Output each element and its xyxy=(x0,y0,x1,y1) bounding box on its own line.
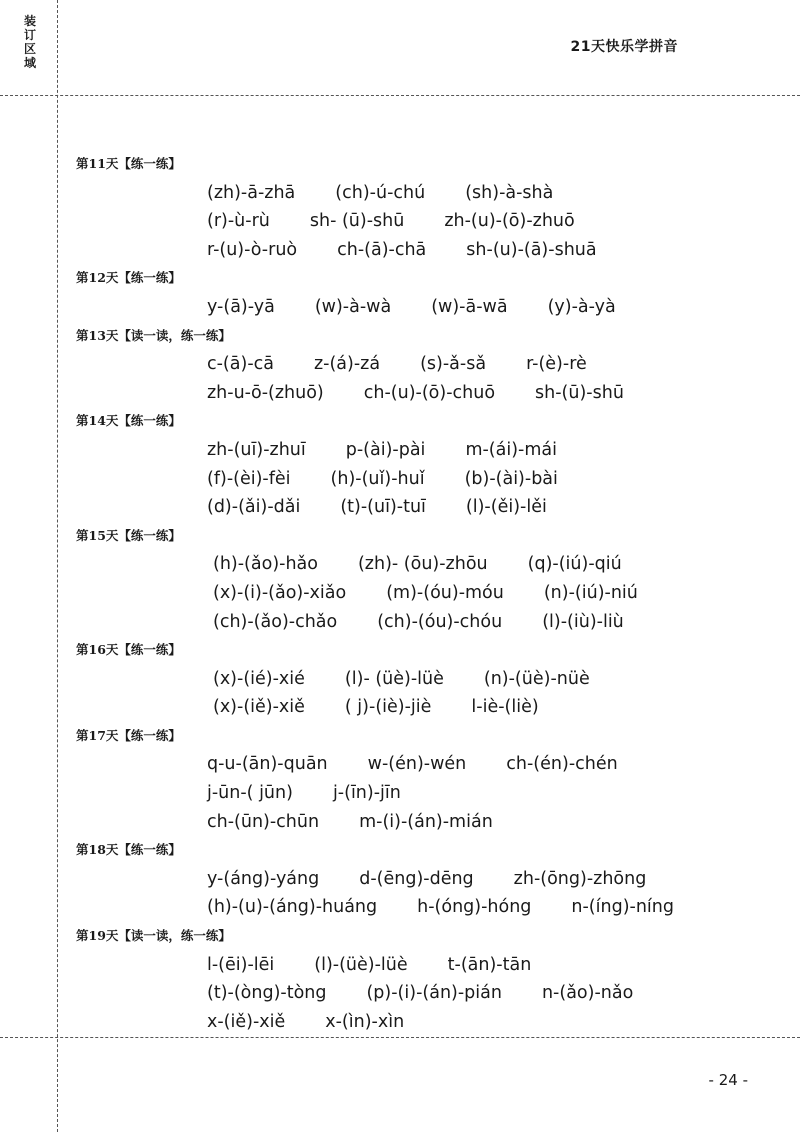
exercise-line xyxy=(76,865,776,894)
pinyin-exercise: (d)-(ǎi)-dǎi xyxy=(207,497,301,518)
exercise-line xyxy=(76,665,776,694)
pinyin-exercise: w-(én)-wén xyxy=(367,754,467,775)
exercise-line xyxy=(76,493,776,522)
exercise-line xyxy=(76,779,776,808)
pinyin-exercise: (ch)-ú-chú xyxy=(335,182,426,203)
exercise-line xyxy=(76,951,776,980)
pinyin-exercise: (ch)-(óu)-chóu xyxy=(377,611,503,632)
exercise-line xyxy=(76,293,776,322)
pinyin-exercise: n-(íng)-níng xyxy=(571,897,674,918)
day-heading: 第14天【练一练】 xyxy=(76,413,181,429)
exercise-line xyxy=(76,465,776,494)
pinyin-exercise: (x)-(iě)-xiě xyxy=(213,697,305,718)
exercise-line xyxy=(76,550,776,579)
binding-margin-line xyxy=(57,0,58,1132)
pinyin-exercise: p-(ài)-pài xyxy=(345,439,426,460)
exercise-line xyxy=(76,350,776,379)
pinyin-exercise: ( j)-(iè)-jiè xyxy=(344,697,432,718)
pinyin-exercise: x-(ìn)-xìn xyxy=(325,1011,405,1032)
pinyin-exercise: (ch)-(ǎo)-chǎo xyxy=(213,611,338,632)
exercise-line xyxy=(76,379,776,408)
header-divider xyxy=(0,95,800,96)
pinyin-exercise: (h)-(u)-(áng)-huáng xyxy=(207,897,378,918)
exercise-line xyxy=(76,436,776,465)
pinyin-exercise: n-(ǎo)-nǎo xyxy=(541,983,634,1004)
book-title: 21天快乐学拼音 xyxy=(570,39,678,55)
pinyin-exercise: (m)-(óu)-móu xyxy=(386,582,504,603)
exercise-line xyxy=(76,579,776,608)
pinyin-exercise: r-(u)-ò-ruò xyxy=(207,239,298,260)
day-heading: 第12天【练一练】 xyxy=(76,270,181,286)
pinyin-exercise: zh-(uī)-zhuī xyxy=(207,439,306,460)
pinyin-exercise: z-(á)-zá xyxy=(313,354,381,375)
pinyin-exercise: l-iè-(liè) xyxy=(471,697,539,718)
pinyin-exercise: h-(óng)-hóng xyxy=(417,897,532,918)
pinyin-exercise: (h)-(ǎo)-hǎo xyxy=(213,554,318,575)
binding-area-label: 装订区域 xyxy=(24,14,38,70)
pinyin-exercise: (zh)- (ōu)-zhōu xyxy=(357,554,488,575)
pinyin-exercise: ch-(u)-(ō)-chuō xyxy=(363,382,496,403)
pinyin-exercise: (w)-à-wà xyxy=(314,296,392,317)
exercise-line xyxy=(76,693,776,722)
exercise-line xyxy=(76,207,776,236)
pinyin-exercise: (s)-ǎ-sǎ xyxy=(420,354,487,375)
pinyin-exercise: q-u-(ān)-quān xyxy=(207,754,328,775)
exercise-line xyxy=(76,808,776,837)
day-heading: 第15天【练一练】 xyxy=(76,527,181,543)
pinyin-exercise: (zh)-ā-zhā xyxy=(207,182,296,203)
pinyin-exercise: (x)-(i)-(ǎo)-xiǎo xyxy=(213,582,347,603)
pinyin-exercise: (f)-(èi)-fèi xyxy=(207,468,291,489)
pinyin-exercise: sh-(ū)-shū xyxy=(535,382,624,403)
pinyin-exercise: (l)-(iù)-liù xyxy=(542,611,624,632)
pinyin-exercise: x-(iě)-xiě xyxy=(207,1011,286,1032)
pinyin-exercise: (l)-(ěi)-lěi xyxy=(465,497,547,518)
pinyin-exercise: (r)-ù-rù xyxy=(207,211,270,232)
pinyin-exercise: y-(ā)-yā xyxy=(207,296,275,317)
page-number: - 24 - xyxy=(708,1071,748,1089)
exercise-line xyxy=(76,179,776,208)
pinyin-exercise: j-(īn)-jīn xyxy=(332,783,401,804)
pinyin-exercise: c-(ā)-cā xyxy=(207,354,274,375)
pinyin-exercise: (b)-(ài)-bài xyxy=(464,468,558,489)
pinyin-exercise: (p)-(i)-(án)-pián xyxy=(366,983,502,1004)
pinyin-exercise: j-ūn-( jūn) xyxy=(207,783,293,804)
pinyin-exercise: r-(è)-rè xyxy=(526,354,587,375)
day-heading: 第13天【读一读，练一练】 xyxy=(76,327,231,343)
exercise-line xyxy=(76,979,776,1008)
pinyin-exercise: (w)-ā-wā xyxy=(431,296,508,317)
pinyin-exercise: zh-u-ō-(zhuō) xyxy=(207,382,324,403)
exercise-line xyxy=(76,236,776,265)
pinyin-exercise: (n)-(iú)-niú xyxy=(543,582,638,603)
pinyin-exercise: ch-(én)-chén xyxy=(506,754,618,775)
pinyin-exercise: (q)-(iú)-qiú xyxy=(527,554,622,575)
pinyin-exercise: (n)-(üè)-nüè xyxy=(483,668,590,689)
pinyin-exercise: (h)-(uǐ)-huǐ xyxy=(330,468,425,489)
pinyin-exercise: zh-(u)-(ō)-zhuō xyxy=(444,211,575,232)
pinyin-exercise: ch-(ūn)-chūn xyxy=(207,811,320,832)
pinyin-exercise: y-(áng)-yáng xyxy=(207,868,320,889)
pinyin-exercise: ch-(ā)-chā xyxy=(337,239,427,260)
pinyin-exercise: (t)-(òng)-tòng xyxy=(207,983,327,1004)
pinyin-exercise: sh-(u)-(ā)-shuā xyxy=(466,239,597,260)
exercise-line xyxy=(76,893,776,922)
pinyin-exercise: m-(i)-(án)-mián xyxy=(359,811,493,832)
day-heading: 第11天【练一练】 xyxy=(76,156,181,171)
footer-divider xyxy=(0,1037,800,1038)
pinyin-exercise: (l)- (üè)-lüè xyxy=(344,668,444,689)
pinyin-exercise: (l)-(üè)-lüè xyxy=(314,954,408,975)
day-heading: 第17天【练一练】 xyxy=(76,727,181,743)
pinyin-exercise: (x)-(ié)-xié xyxy=(213,668,305,689)
pinyin-exercise: (t)-(uī)-tuī xyxy=(340,497,426,518)
pinyin-exercise: sh- (ū)-shū xyxy=(309,211,405,232)
pinyin-exercise: zh-(ōng)-zhōng xyxy=(513,868,647,889)
exercise-line xyxy=(76,608,776,637)
pinyin-exercise: m-(ái)-mái xyxy=(465,439,557,460)
pinyin-exercise: d-(ēng)-dēng xyxy=(359,868,474,889)
exercise-line xyxy=(76,750,776,779)
pinyin-exercise: l-(ēi)-lēi xyxy=(207,954,275,975)
day-heading: 第19天【读一读，练一练】 xyxy=(76,928,231,944)
day-heading: 第16天【练一练】 xyxy=(76,642,181,658)
exercise-content xyxy=(76,150,776,1036)
pinyin-exercise: (sh)-à-shà xyxy=(465,182,554,203)
exercise-line xyxy=(76,1008,776,1037)
pinyin-exercise: t-(ān)-tān xyxy=(447,954,532,975)
day-heading: 第18天【练一练】 xyxy=(76,842,181,858)
pinyin-exercise: (y)-à-yà xyxy=(547,296,616,317)
